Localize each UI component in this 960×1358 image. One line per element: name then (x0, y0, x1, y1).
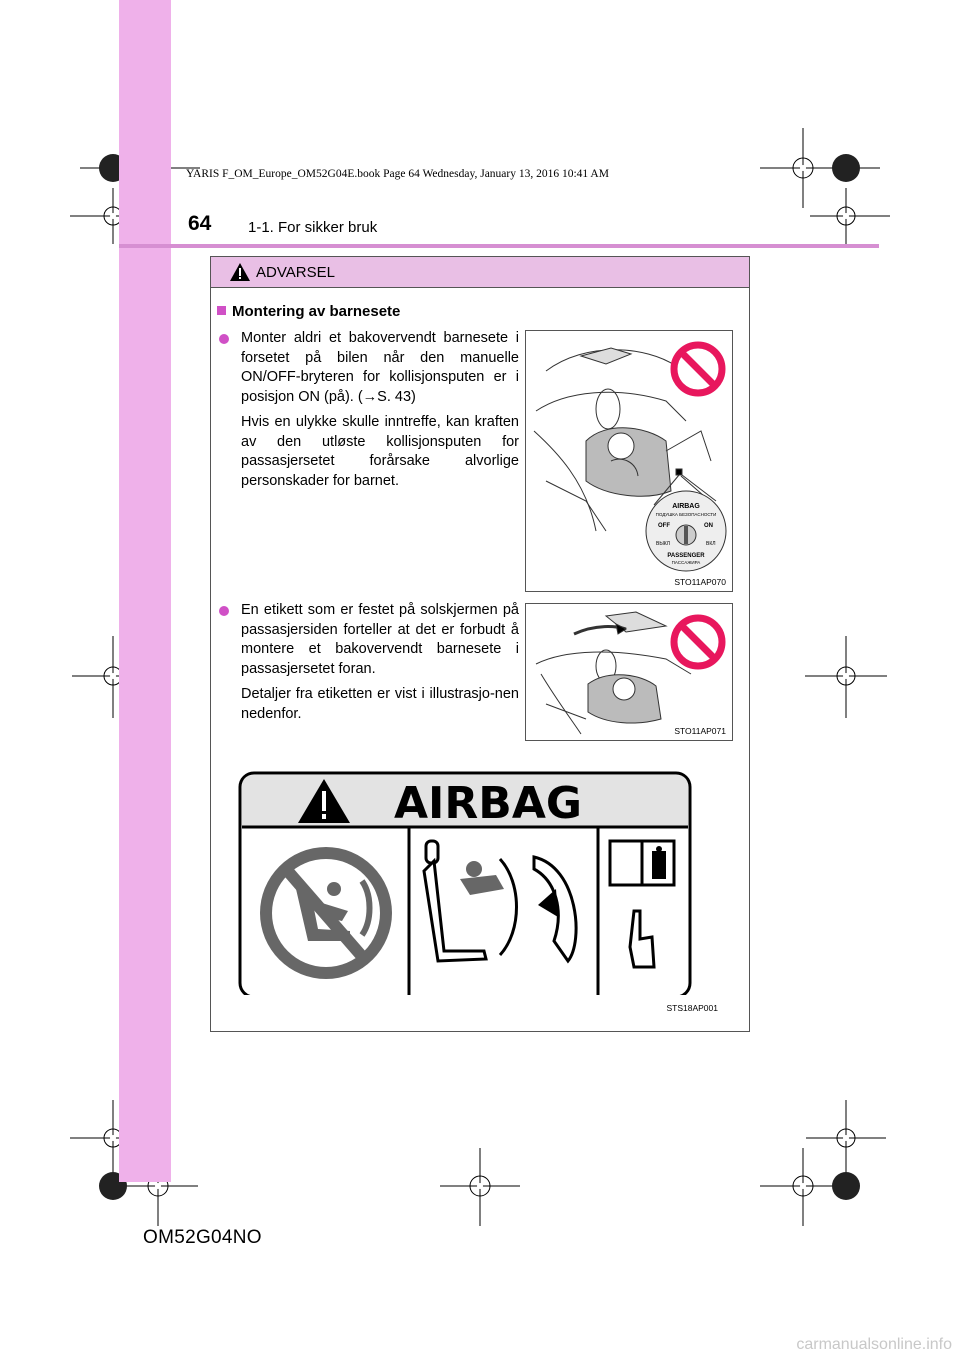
section-title: 1-1. For sikker bruk (248, 219, 378, 236)
switch-off-ru: ВЫКЛ (656, 541, 670, 547)
bullet-dot-icon (219, 606, 229, 616)
figure-code: STO11AP071 (674, 726, 726, 736)
document-code: OM52G04NO (143, 1227, 262, 1248)
square-bullet-icon (217, 306, 226, 315)
figure-code: STO11AP070 (674, 577, 726, 587)
warning-header (211, 257, 749, 288)
sunvisor-illustration (526, 604, 732, 740)
subheading (217, 303, 400, 320)
header-rule (119, 244, 879, 248)
airbag-label-illustration (238, 771, 720, 1013)
switch-on: ON (704, 523, 713, 529)
bullet-item-2 (219, 601, 519, 724)
warning-box (210, 256, 750, 1032)
bullet-2-text-a: En etikett som er festet på solskjermen på passasjersiden forteller at det er forbudt å montere et bakovervendt barnesete i passasjersetet foran. (241, 602, 519, 677)
book-info: YARIS F_OM_Europe_OM52G04E.book Page 64 Wednesday, January 13, 2016 10:41 AM (186, 168, 609, 180)
side-tab-bar (119, 0, 171, 1182)
subheading-text: Montering av barnesete (232, 303, 401, 320)
bullet-1-text-b: Hvis en ulykke skulle inntreffe, kan kraften av den utløste kollisjonsputen for passasjersetet forårsake alvorlige personskader for barnet. (241, 414, 519, 489)
warning-triangle-icon (229, 262, 251, 282)
airbag-label-graphic (238, 771, 720, 995)
illustration-airbag-switch (525, 330, 733, 592)
watermark[interactable]: carmanualsonline.info (796, 1336, 952, 1353)
switch-sub: ПОДУШКА БЕЗОПАСНОСТИ (655, 512, 717, 517)
bullet-1-text-a: Monter aldri et bakovervendt barnesete i forsetet på bilen når den manuelle ON/OFF-bryteren for kollisjonsputen er i posisjon ON (på). (→S. 43) (241, 330, 519, 405)
switch-on-ru: ВКЛ (706, 541, 716, 547)
switch-passenger-ru: ПАССАЖИРА (671, 560, 701, 565)
car-interior-illustration (526, 331, 732, 591)
switch-title: AIRBAG (672, 503, 700, 510)
warning-label: ADVARSEL (256, 264, 335, 281)
figure-code: STS18AP001 (666, 1003, 718, 1013)
illustration-sunvisor-label (525, 603, 733, 741)
airbag-label-title: AIRBAG (393, 778, 583, 829)
page-number: 64 (188, 212, 212, 235)
bullet-dot-icon (219, 334, 229, 344)
switch-passenger: PASSENGER (667, 553, 705, 559)
bullet-item-1 (219, 329, 519, 491)
bullet-2-text-b: Detaljer fra etiketten er vist i illustrasjo-nen nedenfor. (241, 686, 519, 722)
switch-off: OFF (658, 523, 670, 529)
